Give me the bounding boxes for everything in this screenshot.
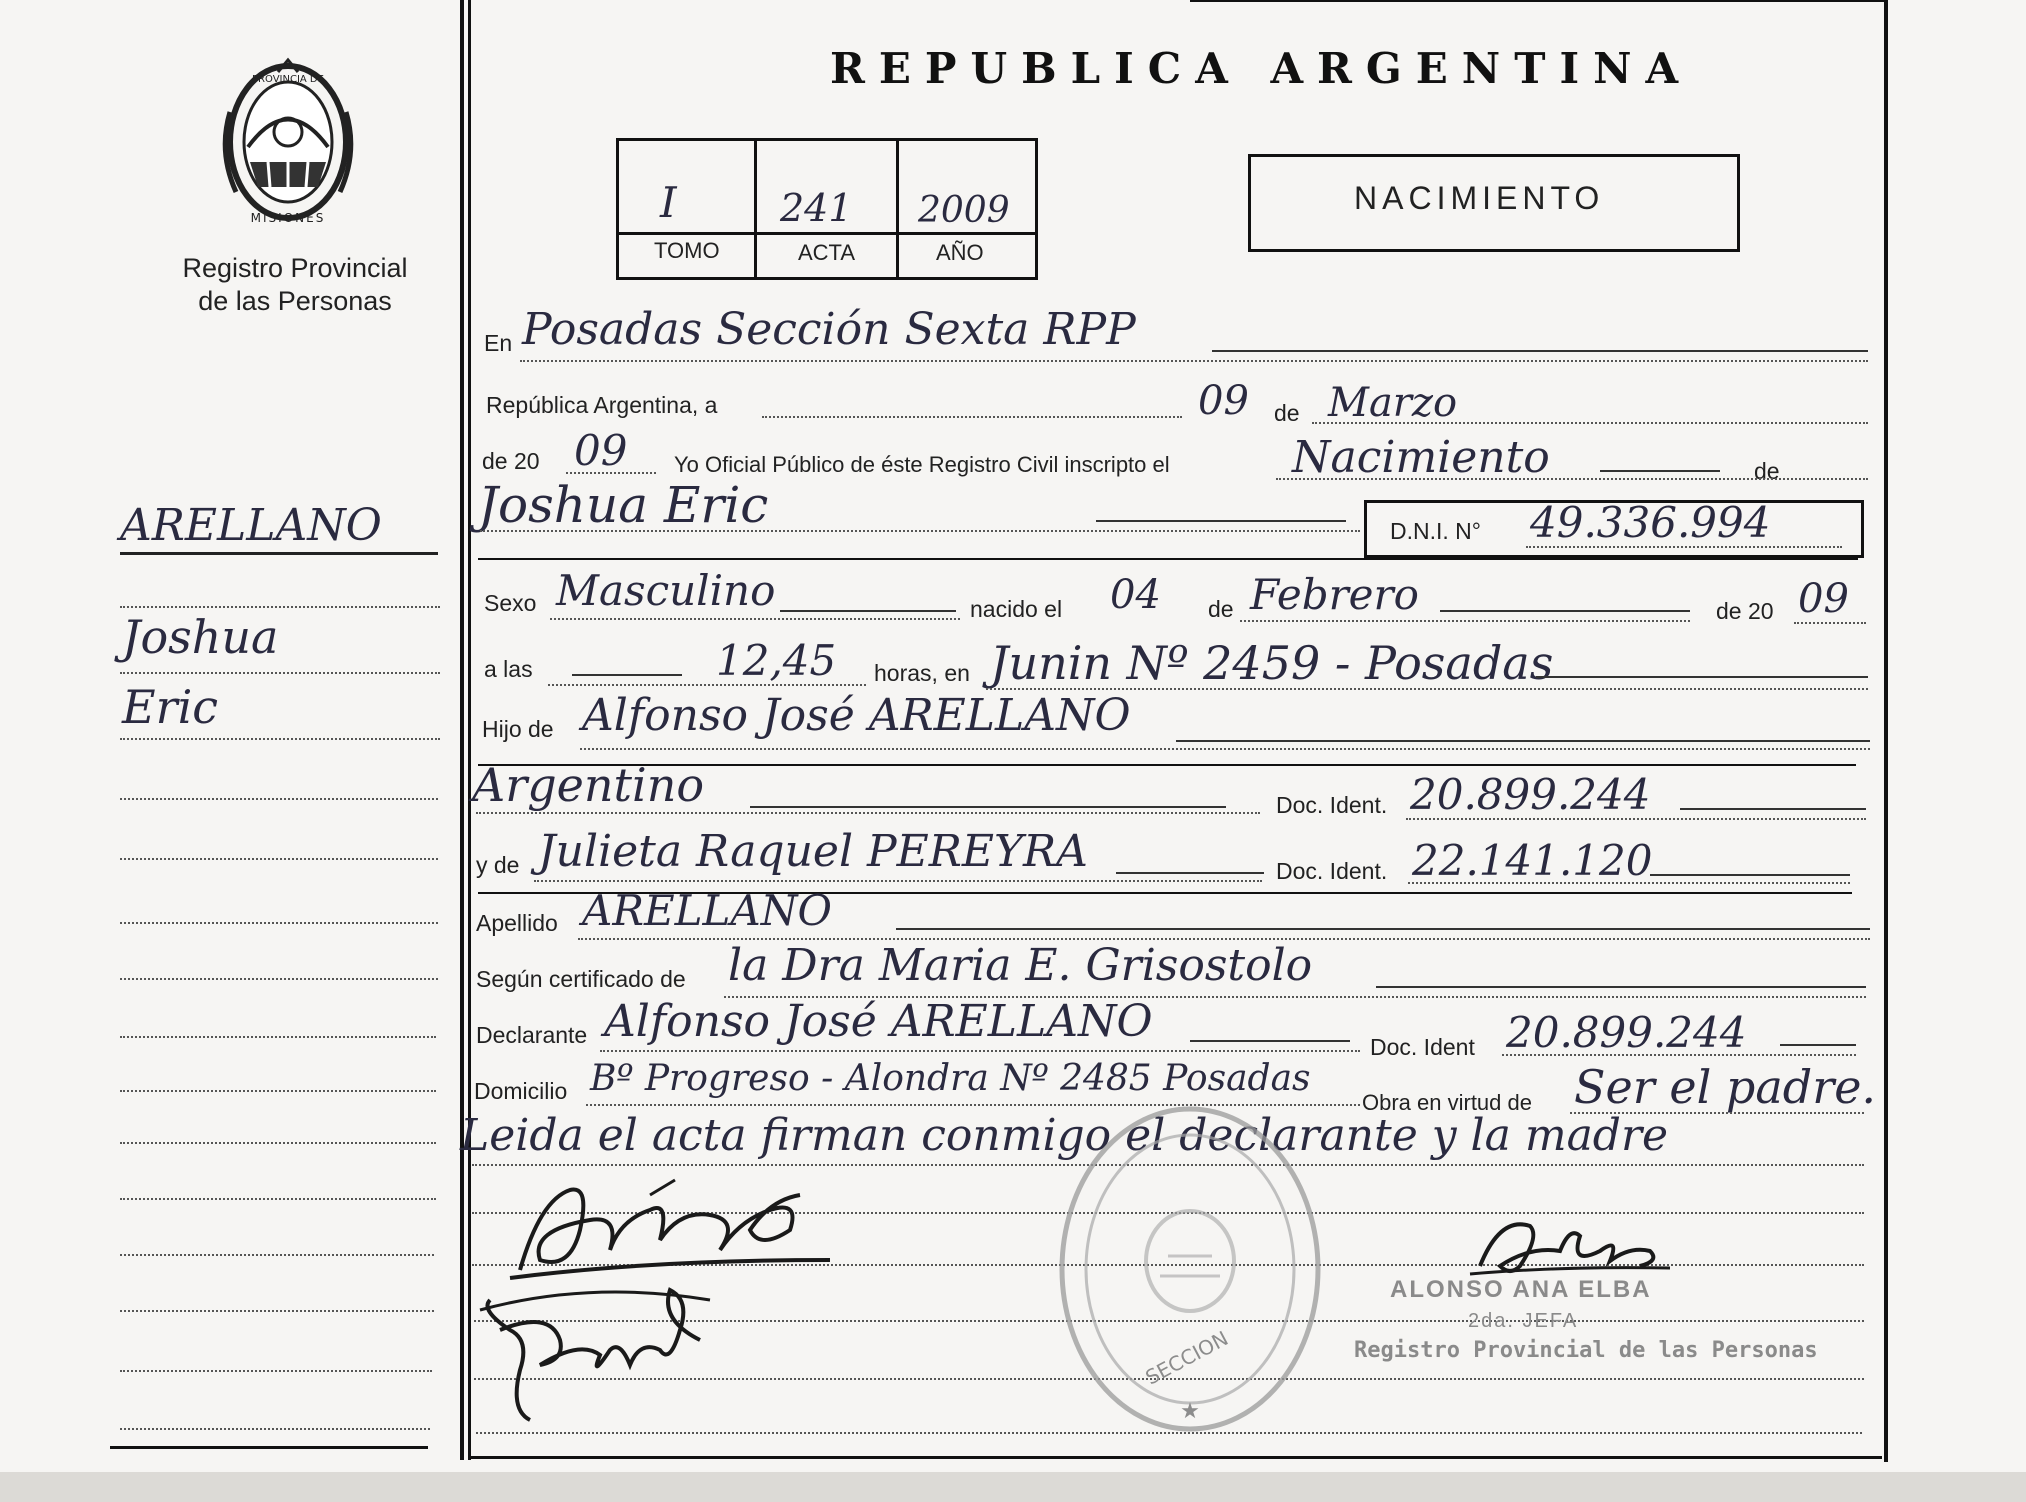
page-title: REPUBLICA ARGENTINA xyxy=(830,44,1693,93)
horas-label: horas, en xyxy=(874,660,970,686)
oficial-label: Yo Oficial Público de éste Registro Civil inscripto el xyxy=(674,452,1170,477)
bottom-border-margin xyxy=(110,1446,428,1449)
birth-year: 09 xyxy=(1798,576,1849,622)
lugar-value: Junin Nº 2459 - Posadas xyxy=(990,636,1554,690)
obra-label: Obra en virtud de xyxy=(1362,1090,1532,1115)
tomo-value: I xyxy=(660,178,677,227)
official-name: ALONSO ANA ELBA xyxy=(1390,1276,1652,1303)
official-office: Registro Provincial de las Personas xyxy=(1354,1338,1818,1363)
declarante-doc: 20.899.244 xyxy=(1506,1008,1747,1057)
margin-surname: ARELLANO xyxy=(120,500,382,551)
registry-stamp-icon xyxy=(1050,1096,1330,1442)
mother-doc: 22.141.120 xyxy=(1412,836,1653,885)
declarante-label: Declarante xyxy=(476,1022,588,1048)
obra-value: Ser el padre. xyxy=(1574,1060,1877,1114)
father-doc: 20.899.244 xyxy=(1410,770,1651,819)
closing-line: Leida el acta firman conmigo el declarante y la madre xyxy=(460,1110,1669,1161)
margin-divider xyxy=(460,0,464,1460)
declarante-value: Alfonso José ARELLANO xyxy=(604,996,1153,1047)
de-label: de xyxy=(1274,400,1300,426)
doc-ident-label-2: Doc. Ident xyxy=(1370,1034,1475,1060)
domicilio-label: Domicilio xyxy=(474,1078,568,1104)
de-label-2: de xyxy=(1754,458,1780,484)
doc-ident-label: Doc. Ident. xyxy=(1276,792,1388,818)
margin-given-name-2: Eric xyxy=(122,680,219,734)
sexo-value: Masculino xyxy=(556,566,776,615)
anio-value: 2009 xyxy=(918,190,1010,231)
nacido-label: nacido el xyxy=(970,596,1063,622)
anio-label: AÑO xyxy=(936,240,984,265)
yde-label: y de xyxy=(476,852,520,878)
acta-label: ACTA xyxy=(798,240,856,265)
top-border xyxy=(1190,0,1884,2)
birth-day: 04 xyxy=(1110,572,1161,618)
tomo-label: TOMO xyxy=(654,238,720,263)
certificado-value: la Dra Maria E. Grisostolo xyxy=(728,940,1313,991)
sexo-label: Sexo xyxy=(484,590,537,616)
de20-label: de 20 xyxy=(482,448,540,474)
doc-ident-label-mother: Doc. Ident. xyxy=(1276,858,1388,884)
apellido-value: ARELLANO xyxy=(582,886,832,935)
father-nationality: Argentino xyxy=(472,758,705,812)
alas-label: a las xyxy=(484,656,533,682)
apellido-label: Apellido xyxy=(476,910,558,936)
mother-name: Julieta Raquel PEREYRA xyxy=(538,826,1088,877)
domicilio-value: Bº Progreso - Alondra Nº 2485 Posadas xyxy=(590,1058,1311,1099)
seal-top-text: PROVINCIA DE xyxy=(252,74,324,85)
bottom-border-form xyxy=(470,1456,1882,1459)
stamp-text: SECCION xyxy=(1141,1326,1233,1390)
form-right-border xyxy=(1884,0,1888,1462)
svg-text:★: ★ xyxy=(1180,1399,1200,1424)
acta-value: 241 xyxy=(780,186,853,230)
dni-value: 49.336.994 xyxy=(1530,498,1771,547)
official-role: 2da. JEFA xyxy=(1468,1310,1579,1332)
registry-line-2: de las Personas xyxy=(198,286,392,316)
de-label-3: de xyxy=(1208,596,1234,622)
hijo-label: Hijo de xyxy=(482,716,554,742)
day-value: 09 xyxy=(1198,378,1249,424)
father-name: Alfonso José ARELLANO xyxy=(582,690,1131,741)
dni-label: D.N.I. N° xyxy=(1390,518,1481,544)
registry-name xyxy=(150,252,440,318)
record-type: NACIMIENTO xyxy=(1354,180,1605,216)
en-label: En xyxy=(484,330,513,356)
child-name: Joshua Eric xyxy=(478,476,769,534)
form-left-border xyxy=(468,0,471,1460)
hora-value: 12,45 xyxy=(716,636,837,685)
inscripto-value: Nacimiento xyxy=(1292,432,1550,483)
birth-month: Febrero xyxy=(1250,570,1419,619)
misiones-coat-of-arms-icon xyxy=(208,52,368,232)
en-value: Posadas Sección Sexta RPP xyxy=(522,304,1136,355)
republica-label: República Argentina, a xyxy=(486,392,718,418)
year-value: 09 xyxy=(574,426,628,475)
de20-label-2: de 20 xyxy=(1716,598,1774,624)
certificado-label: Según certificado de xyxy=(476,966,686,992)
margin-given-name-1: Joshua xyxy=(122,610,279,664)
paper-bottom-edge xyxy=(0,1472,2026,1502)
registry-line-1: Registro Provincial xyxy=(182,253,408,283)
official-signature xyxy=(1460,1196,1680,1286)
mother-signature xyxy=(470,1270,730,1430)
month-value: Marzo xyxy=(1328,380,1458,426)
seal-bottom-text: MISIONES xyxy=(250,211,326,225)
